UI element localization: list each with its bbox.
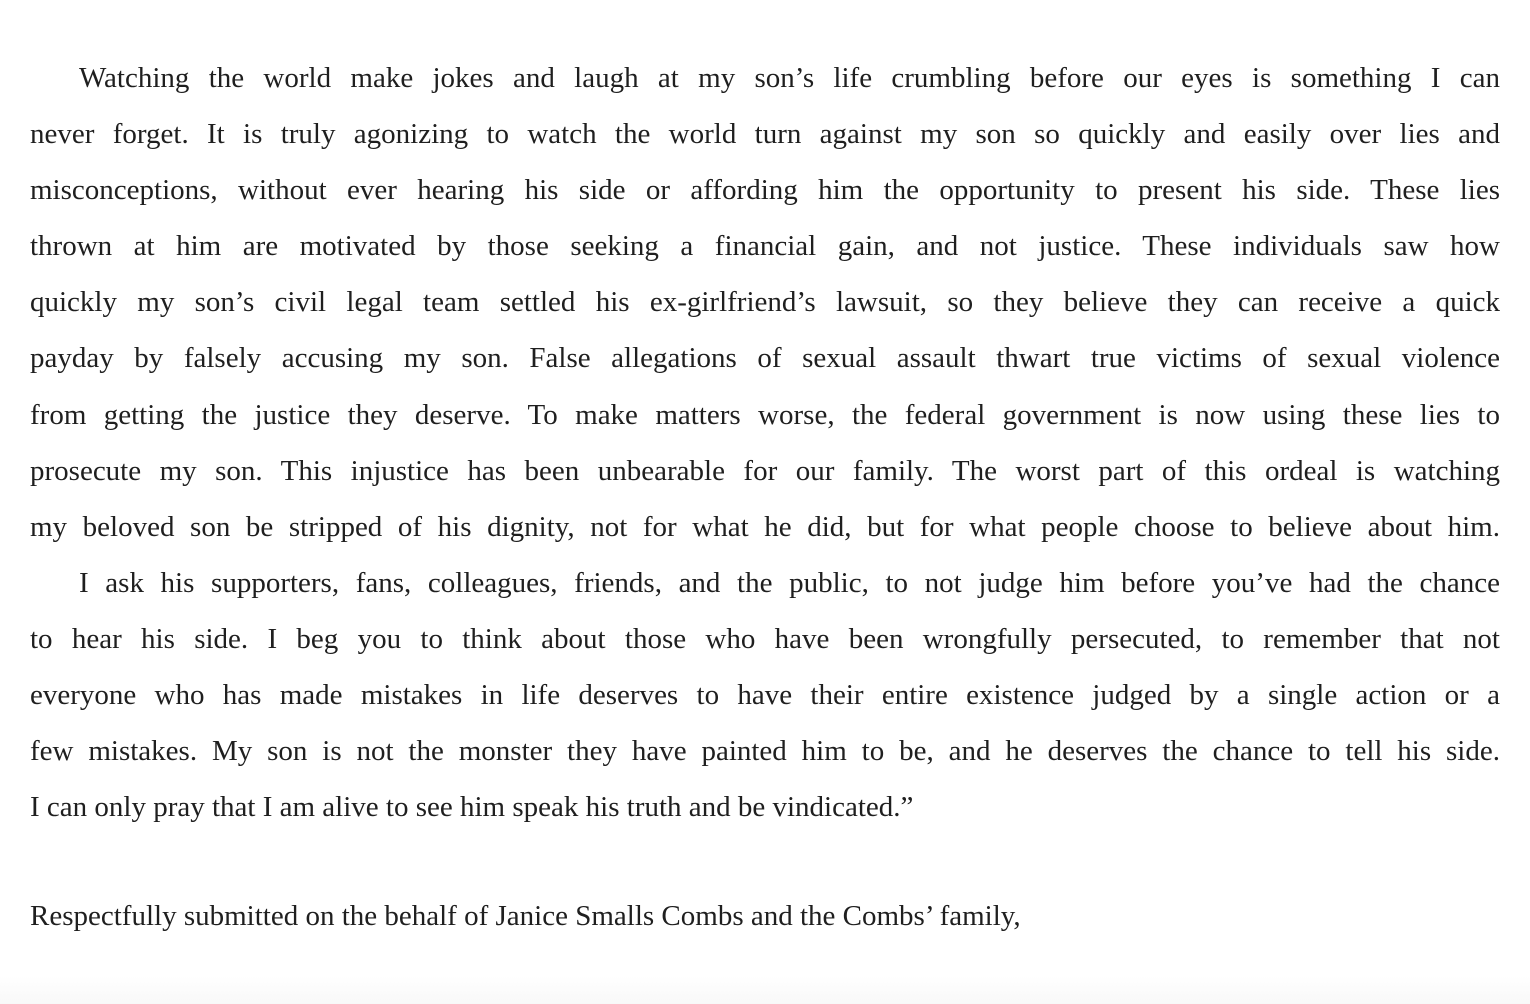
paragraph-2-line: to hear his side. I beg you to think about those who have been wrongfully persecuted, to remember that not	[30, 622, 1500, 655]
paragraph-2-line: everyone who has made mistakes in life deserves to have their entire existence judged by a single action or a	[30, 679, 1500, 712]
paragraph-1-line: my beloved son be stripped of his dignity, not for what he did, but for what people choose to believe about him.	[30, 510, 1500, 543]
paragraph-1-line: from getting the justice they deserve. To make matters worse, the federal government is now using these lies to	[30, 398, 1500, 431]
paragraph-1-line: never forget. It is truly agonizing to watch the world turn against my son so quickly and easily over lies and	[30, 118, 1500, 151]
paragraph-1-line: thrown at him are motivated by those seeking a financial gain, and not justice. These individuals saw how	[30, 230, 1500, 263]
paragraph-2-line: few mistakes. My son is not the monster they have painted him to be, and he deserves the chance to tell his side.	[30, 735, 1500, 768]
paragraph-1-line: misconceptions, without ever hearing his side or affording him the opportunity to present his side. These lies	[30, 174, 1500, 207]
paragraph-1-line: payday by falsely accusing my son. False allegations of sexual assault thwart true victims of sexual violence	[30, 342, 1500, 375]
paragraph-1-line: prosecute my son. This injustice has been unbearable for our family. The worst part of this ordeal is watching	[30, 454, 1500, 487]
signoff-line: Respectfully submitted on the behalf of Janice Smalls Combs and the Combs’ family,	[30, 900, 1021, 932]
paragraph-1-line: Watching the world make jokes and laugh at my son’s life crumbling before our eyes is something I can	[79, 62, 1500, 94]
letter-body	[30, 50, 1500, 835]
scan-edge-shadow	[0, 976, 1530, 1004]
paragraph-1-line: quickly my son’s civil legal team settled his ex-girlfriend’s lawsuit, so they believe they can receive a quick	[30, 286, 1500, 319]
paragraph-2-line: I ask his supporters, fans, colleagues, friends, and the public, to not judge him before you’ve had the chance	[79, 566, 1500, 599]
paragraph-2-line: I can only pray that I am alive to see him speak his truth and be vindicated.”	[30, 791, 914, 824]
